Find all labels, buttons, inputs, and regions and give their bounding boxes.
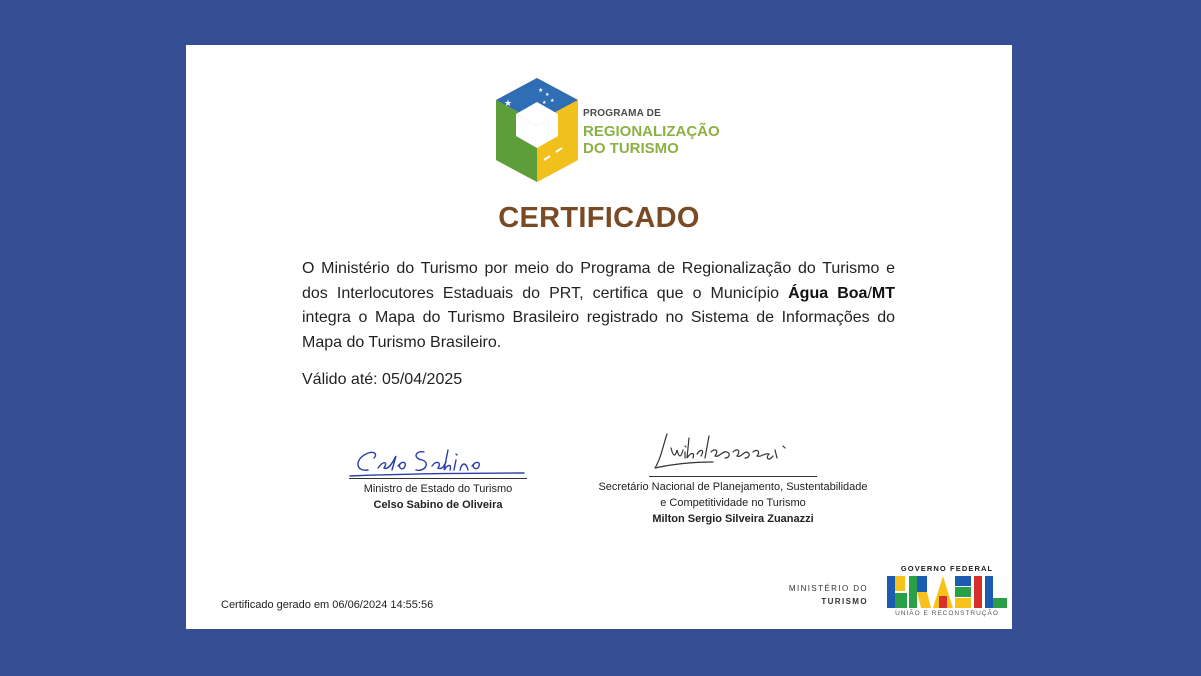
minister-name: Celso Sabino de Oliveira — [373, 499, 503, 511]
ministerio-logo-text — [776, 582, 868, 608]
svg-text:★: ★ — [504, 98, 513, 108]
body-part1: O Ministério do Turismo por meio do Programa de Regionalização do Turismo e dos Interlocutores Estaduais do PRT, certifica que o Município — [302, 260, 895, 302]
body-separator: / — [867, 284, 872, 302]
minister-role: Ministro de Estado do Turismo — [363, 483, 513, 495]
secretary-name: Milton Sergio Silveira Zuanazzi — [652, 513, 814, 525]
logo-text — [583, 108, 720, 157]
certificate-body — [302, 257, 895, 355]
gov-bottom-text: UNIÃO E RECONSTRUÇÃO — [895, 610, 999, 617]
governo-federal-logo — [886, 564, 1008, 617]
body-part2: integra o Mapa do Turismo Brasileiro registrado no Sistema de Informações do Mapa do Turismo Brasileiro. — [302, 309, 895, 351]
logo-line2: REGIONALIZAÇÃO — [583, 123, 720, 140]
svg-text:★: ★ — [550, 98, 555, 104]
svg-text:★: ★ — [538, 88, 544, 94]
signature-image-secretary — [633, 428, 833, 476]
signature-block-secretary — [583, 428, 883, 527]
valid-until: Válido até: 05/04/2025 — [302, 371, 463, 388]
generated-timestamp: Certificado gerado em 06/06/2024 14:55:56 — [221, 599, 434, 611]
certificate-page — [186, 45, 1012, 629]
logo-line3: DO TURISMO — [583, 140, 679, 157]
logo-line1: PROGRAMA DE — [583, 108, 661, 119]
signature-line-minister — [349, 478, 527, 479]
secretary-role-line2: e Competitividade no Turismo — [660, 497, 806, 509]
signature-block-minister — [328, 440, 548, 513]
municipality-name: Água Boa — [788, 284, 868, 302]
ministerio-line1: MINISTÉRIO DO — [788, 584, 868, 593]
signature-image-minister — [338, 440, 538, 478]
secretary-role-line1: Secretário Nacional de Planejamento, Sustentabilidade — [598, 481, 868, 493]
svg-text:★: ★ — [542, 100, 547, 106]
certificate-title: CERTIFICADO — [498, 202, 700, 234]
ministerio-line2: TURISMO — [821, 597, 868, 606]
gov-top-text: GOVERNO FEDERAL — [900, 564, 994, 573]
svg-text:★: ★ — [545, 92, 550, 98]
brasil-wordmark-icon — [887, 576, 1007, 608]
signature-line-secretary — [649, 476, 817, 477]
state-code: MT — [871, 284, 895, 302]
